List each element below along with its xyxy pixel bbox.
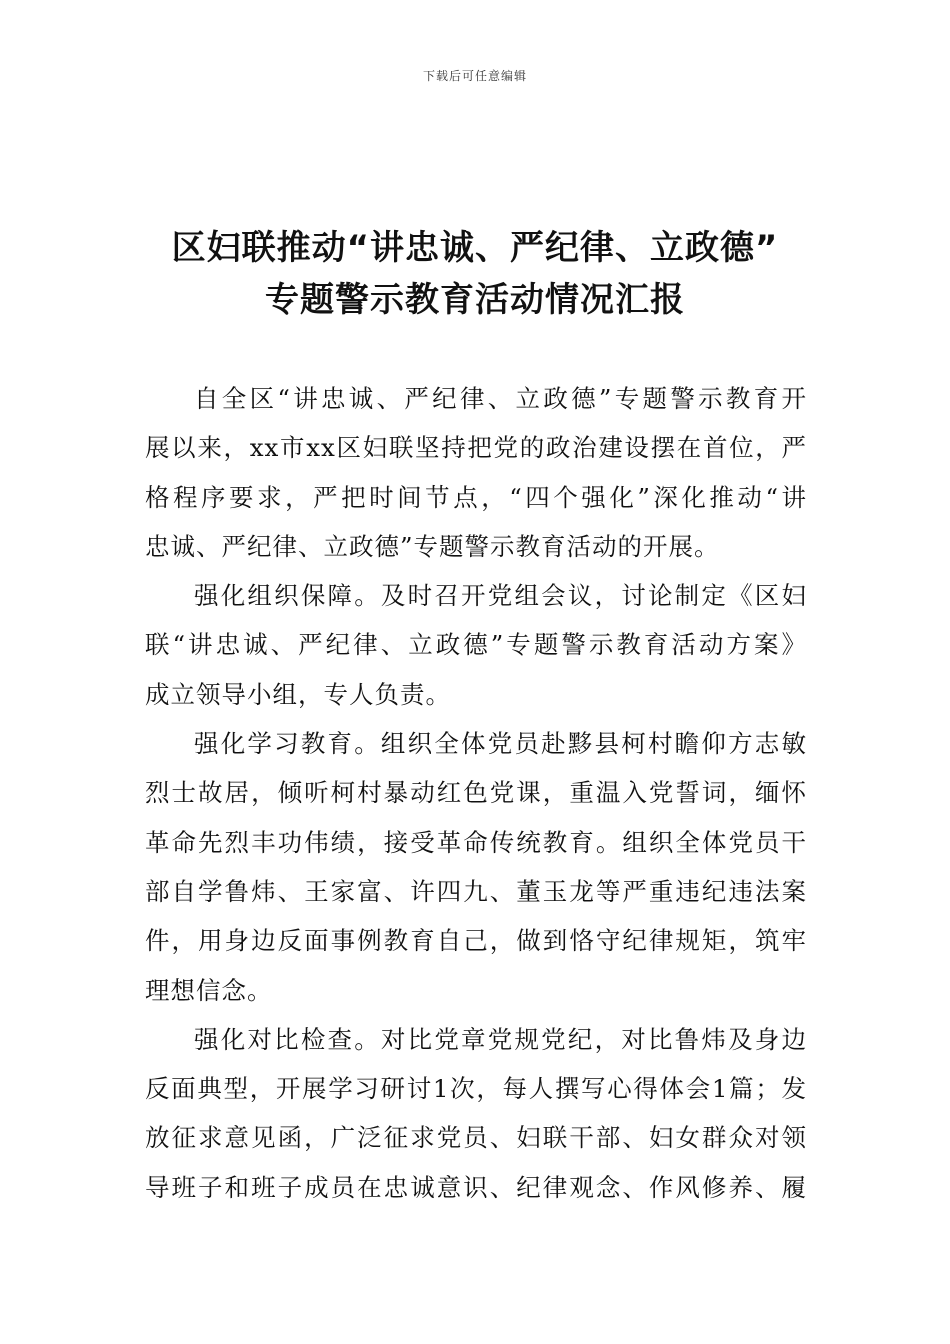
document-body [145,374,807,1212]
paragraph [145,1015,807,1212]
paragraph-line: 放征求意见函，广泛征求党员、妇联干部、妇女群众对领 [145,1123,807,1153]
document-title [100,222,850,326]
paragraph [145,374,807,571]
paragraph-line: 强化学习教育。组织全体党员赴黟县柯村瞻仰方志敏 [194,729,807,759]
title-line-1: 区妇联推动“讲忠诚、严纪律、立政德” [171,228,779,268]
header-note: 下载后可任意编辑 [422,69,527,83]
paragraph-line: 部自学鲁炜、王家富、许四九、董玉龙等严重违纪违法案 [145,876,807,906]
paragraph-line: 展以来，xx市xx区妇联坚持把党的政治建设摆在首位，严 [145,433,807,463]
paragraph-line: 导班子和班子成员在忠诚意识、纪律观念、作风修养、履 [145,1172,807,1202]
paragraph-line: 成立领导小组，专人负责。 [145,679,451,709]
paragraph [145,719,807,1015]
title-line-2: 专题警示教育活动情况汇报 [265,280,685,320]
paragraph-line: 强化对比检查。对比党章党规党纪，对比鲁炜及身边 [194,1024,807,1054]
paragraph-line: 反面典型，开展学习研讨1次，每人撰写心得体会1篇；发 [145,1074,807,1104]
paragraph-line: 自全区“讲忠诚、严纪律、立政德”专题警示教育开 [194,384,807,413]
paragraph [145,571,807,719]
paragraph-line: 格程序要求，严把时间节点，“四个强化”深化推动“讲 [145,482,807,512]
paragraph-line: 件，用身边反面事例教育自己，做到恪守纪律规矩，筑牢 [145,926,807,956]
paragraph-line: 烈士故居，倾听柯村暴动红色党课，重温入党誓词，缅怀 [145,778,807,808]
paragraph-line: 联“讲忠诚、严纪律、立政德”专题警示教育活动方案》 [145,630,807,660]
paragraph-line: 忠诚、严纪律、立政德”专题警示教育活动的开展。 [145,531,720,561]
paragraph-line: 革命先烈丰功伟绩，接受革命传统教育。组织全体党员干 [145,827,807,857]
paragraph-line: 强化组织保障。及时召开党组会议，讨论制定《区妇 [194,581,807,611]
paragraph-line: 理想信念。 [145,975,273,1005]
